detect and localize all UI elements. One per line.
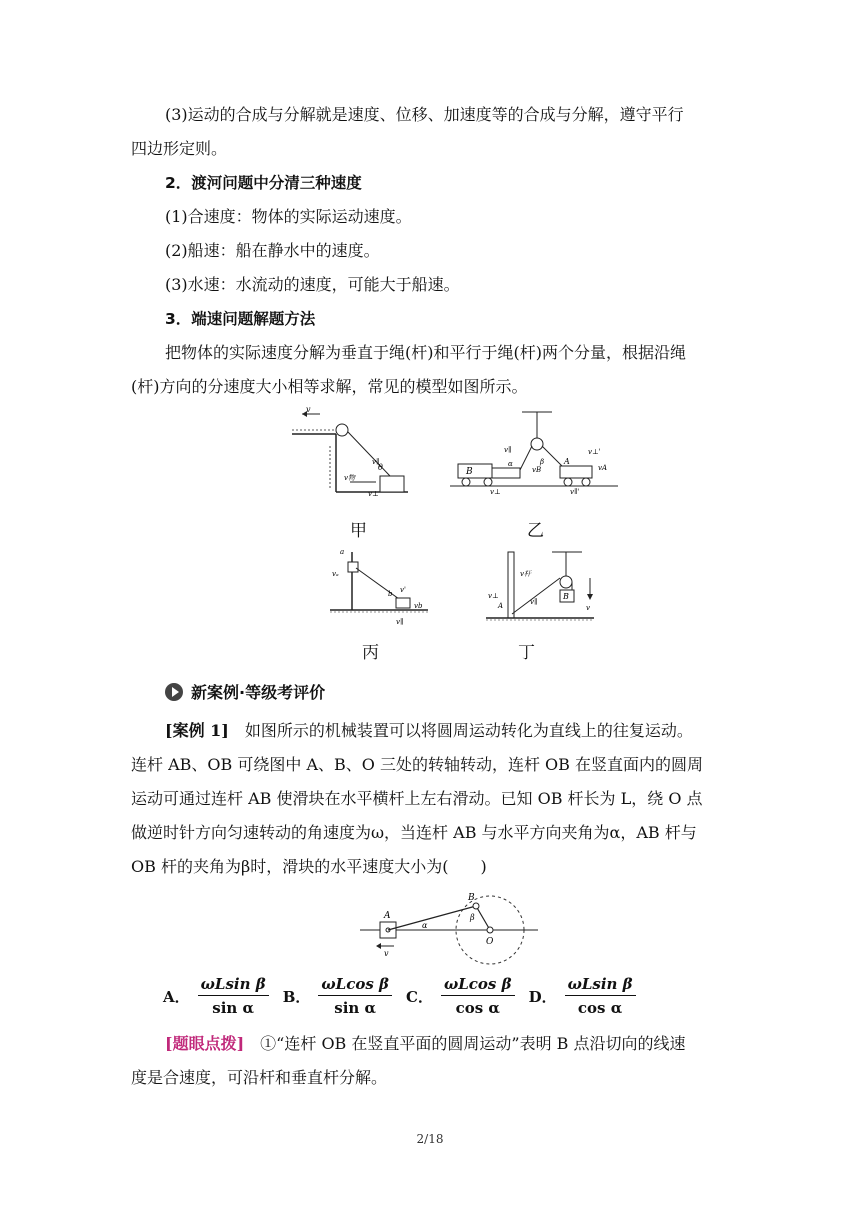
svg-text:v⊥: v⊥	[368, 490, 379, 496]
option-fraction	[565, 975, 636, 1017]
section-title	[165, 680, 325, 703]
svg-text:a: a	[340, 548, 345, 556]
option-a[interactable]	[163, 975, 273, 1017]
option-label: D．	[528, 987, 557, 1006]
svg-text:v': v'	[400, 586, 406, 594]
svg-text:O: O	[486, 937, 494, 947]
option-c[interactable]	[406, 975, 519, 1017]
svg-text:v∥: v∥	[396, 618, 404, 626]
svg-text:v杆: v杆	[520, 570, 531, 578]
svg-text:vA: vA	[598, 464, 608, 472]
case-line: 连杆 AB、OB 可绕图中 A、B、O 三处的转轴转动，连杆 OB 在竖直面内的圆周	[131, 755, 704, 774]
denominator: cos α	[455, 999, 500, 1017]
paragraph-line: (杆)方向的分速度大小相等求解，常见的模型如图所示。	[131, 377, 528, 396]
svg-text:θ: θ	[378, 463, 383, 472]
subheading: 2．渡河问题中分清三种速度	[165, 174, 362, 192]
paragraph-line: 四边形定则。	[131, 139, 228, 158]
svg-text:B: B	[466, 467, 473, 477]
svg-text:b: b	[388, 590, 393, 598]
figure-bing	[330, 546, 430, 634]
paragraph-line: (3)运动的合成与分解就是速度、位移、加速度等的合成与分解，遵守平行	[165, 105, 684, 124]
numerator: ωLsin β	[198, 975, 269, 996]
figure-jia	[290, 406, 410, 496]
case-line	[131, 714, 765, 748]
svg-text:v∥': v∥'	[570, 488, 580, 494]
option-b[interactable]	[283, 975, 396, 1017]
caption-jia: 甲	[350, 521, 367, 541]
hint-line: 度是合速度，可沿杆和垂直杆分解。	[131, 1068, 388, 1087]
svg-text:B: B	[563, 592, 569, 601]
svg-text:v∥: v∥	[504, 446, 512, 454]
option-label: C．	[406, 987, 433, 1006]
svg-text:v⊥: v⊥	[490, 488, 501, 494]
caption-ding: 丁	[518, 643, 535, 663]
svg-text:v: v	[586, 604, 590, 612]
numerator: ωLcos β	[441, 975, 515, 996]
case-line: 做逆时针方向匀速转动的角速度为ω，当连杆 AB 与水平方向夹角为α，AB 杆与	[131, 823, 697, 842]
numerator: ωLsin β	[565, 975, 636, 996]
svg-text:vb: vb	[414, 602, 423, 610]
caption-yi: 乙	[527, 521, 544, 541]
page-number: 2/18	[416, 1132, 444, 1146]
svg-text:B: B	[468, 893, 475, 903]
svg-text:vB: vB	[532, 466, 542, 474]
option-fraction	[198, 975, 269, 1017]
caption-bing: 丙	[362, 643, 379, 663]
svg-text:v∥: v∥	[372, 458, 380, 466]
svg-text:β: β	[540, 458, 545, 466]
option-fraction	[318, 975, 392, 1017]
svg-text:α: α	[422, 921, 428, 930]
numerator: ωLcos β	[318, 975, 392, 996]
paragraph-line: (1)合速度：物体的实际运动速度。	[165, 207, 412, 226]
mechanism-figure	[360, 888, 540, 970]
svg-text:A: A	[498, 602, 504, 610]
case-line: OB 杆的夹角为β时，滑块的水平速度大小为( )	[131, 857, 487, 876]
paragraph-line: 把物体的实际速度分解为垂直于绳(杆)和平行于绳(杆)两个分量，根据沿绳	[165, 343, 686, 362]
paragraph-line: (3)水速：水流动的速度，可能大于船速。	[165, 275, 460, 294]
option-label: A．	[163, 987, 190, 1006]
case-text: 如图所示的机械装置可以将圆周运动转化为直线上的往复运动。	[244, 721, 693, 740]
option-fraction	[441, 975, 515, 1017]
denominator: sin α	[334, 999, 377, 1017]
figure-yi	[450, 408, 620, 494]
hint-text: ①“连杆 OB 在竖直平面的圆周运动”表明 B 点沿切向的线速	[260, 1034, 686, 1053]
subheading: 3．端速问题解题方法	[165, 310, 316, 328]
section-title-text: 新案例·等级考评价	[191, 683, 326, 702]
answer-options	[163, 975, 640, 1017]
case-tag: [案例 1]	[165, 721, 229, 740]
option-d[interactable]	[529, 975, 640, 1017]
svg-text:A: A	[564, 457, 570, 466]
svg-text:A: A	[384, 911, 391, 921]
option-label: B．	[282, 987, 311, 1006]
paragraph-line: (2)船速：船在静水中的速度。	[165, 241, 380, 260]
denominator: cos α	[577, 999, 623, 1017]
svg-text:v⊥: v⊥	[488, 592, 499, 600]
play-icon	[165, 683, 183, 701]
svg-text:v⊥': v⊥'	[588, 448, 601, 456]
svg-text:v: v	[384, 949, 389, 958]
svg-text:v∥: v∥	[530, 598, 538, 606]
svg-text:β: β	[470, 913, 475, 922]
denominator: sin α	[212, 999, 255, 1017]
figure-ding	[486, 548, 596, 628]
svg-text:α: α	[508, 460, 513, 468]
hint-line	[131, 1027, 765, 1061]
case-line: 运动可通过连杆 AB 使滑块在水平横杆上左右滑动。已知 OB 杆长为 L，绕 O 点	[131, 789, 703, 808]
svg-text:vₐ: vₐ	[332, 570, 339, 578]
svg-text:v: v	[306, 406, 311, 414]
hint-tag: [题眼点拨]	[165, 1034, 245, 1053]
svg-text:v物: v物	[344, 474, 355, 482]
